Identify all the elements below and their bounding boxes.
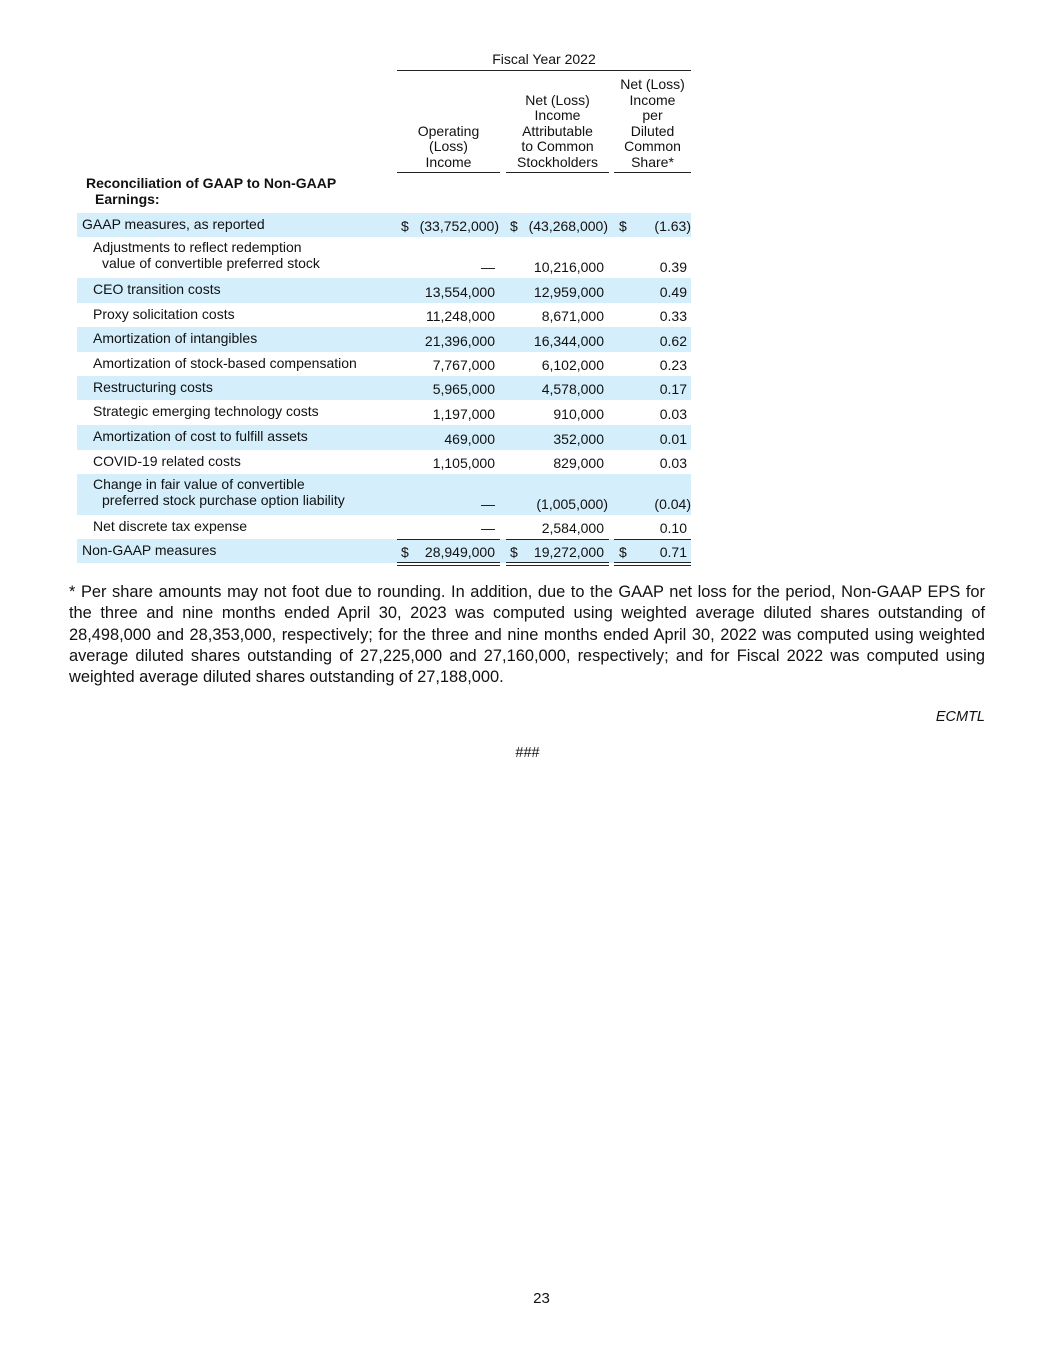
operating-income-header xyxy=(397,74,500,170)
row-label-line: Strategic emerging technology costs xyxy=(93,403,319,419)
column-header-line: Income xyxy=(629,91,676,108)
net-income-value: 352,000 xyxy=(553,431,604,447)
total-double-rule xyxy=(397,565,500,566)
row-label-line: preferred stock purchase option liability xyxy=(102,491,345,508)
net-income-value: 829,000 xyxy=(553,455,604,471)
row-label-line: Amortization of intangibles xyxy=(93,330,258,346)
column-header-rule xyxy=(614,172,691,173)
row-label-line: CEO transition costs xyxy=(93,281,221,297)
currency-sign: $ xyxy=(510,544,518,560)
column-header-line: Stockholders xyxy=(517,153,598,170)
row-label-line: Change in fair value of convertible xyxy=(93,476,305,492)
operating-income-value: 11,248,000 xyxy=(425,308,495,324)
row-label xyxy=(93,454,241,470)
row-label-line: Adjustments to reflect redemption xyxy=(93,239,302,255)
section-title-line: Reconciliation of GAAP to Non-GAAP xyxy=(86,175,337,191)
eps-value: 0.03 xyxy=(659,406,687,422)
eps-value: 0.03 xyxy=(659,455,687,471)
column-header-line: per xyxy=(642,107,663,123)
row-label xyxy=(93,240,320,271)
row-label-line: Proxy solicitation costs xyxy=(93,306,235,322)
net-income-value: (1,005,000) xyxy=(536,496,608,512)
operating-income-value: 13,554,000 xyxy=(424,284,495,300)
net-income-value: 2,584,000 xyxy=(541,520,604,536)
eps-value: 0.17 xyxy=(659,381,687,397)
net-income-value: (43,268,000) xyxy=(528,218,608,234)
operating-income-value: — xyxy=(481,496,495,512)
end-mark: ### xyxy=(515,745,540,761)
period-header-rule xyxy=(397,70,691,71)
operating-income-value: 469,000 xyxy=(444,431,495,447)
net-income-value: 6,102,000 xyxy=(541,357,604,373)
column-header-rule xyxy=(506,172,609,173)
eps-value: 0.23 xyxy=(659,357,687,373)
operating-income-value: 1,105,000 xyxy=(432,455,495,471)
row-label xyxy=(93,307,235,323)
column-header-line: (Loss) xyxy=(429,138,468,154)
row-label xyxy=(93,356,357,372)
net-income-header xyxy=(506,74,609,170)
operating-income-value: — xyxy=(481,520,495,536)
row-label-line: GAAP measures, as reported xyxy=(82,216,265,232)
currency-sign: $ xyxy=(619,218,627,234)
page-number: 23 xyxy=(533,1290,550,1307)
currency-sign: $ xyxy=(619,544,627,560)
eps-value: 0.10 xyxy=(659,520,687,536)
operating-income-value: 1,197,000 xyxy=(432,406,495,422)
row-label xyxy=(93,282,221,298)
eps-value: (1.63) xyxy=(654,218,691,234)
row-label-line: COVID-19 related costs xyxy=(93,453,241,469)
column-header-line: Operating xyxy=(417,122,480,139)
currency-sign: $ xyxy=(401,218,409,234)
net-income-value: 8,671,000 xyxy=(541,308,604,324)
total-double-rule xyxy=(614,565,691,566)
row-label-line: Restructuring costs xyxy=(93,379,213,395)
operating-income-value: 7,767,000 xyxy=(432,357,495,373)
row-label-line: value of convertible preferred stock xyxy=(102,254,320,271)
eps-value: 0.39 xyxy=(659,259,687,275)
operating-income-value: 5,965,000 xyxy=(432,381,495,397)
net-income-value: 910,000 xyxy=(553,406,604,422)
column-header-line: Diluted xyxy=(630,122,675,139)
operating-income-value: — xyxy=(481,259,495,275)
column-header-line: Income xyxy=(534,107,581,123)
eps-value: 0.01 xyxy=(659,431,687,447)
operating-income-value: 28,949,000 xyxy=(424,544,495,560)
fiscal-period-header: Fiscal Year 2022 xyxy=(492,51,596,67)
row-label xyxy=(82,543,216,559)
eps-value: 0.49 xyxy=(659,284,687,300)
subtotal-rule xyxy=(397,539,500,540)
row-label-line: Amortization of stock-based compensation xyxy=(93,355,357,371)
column-header-line: Attributable xyxy=(522,122,593,139)
column-header-line: Common xyxy=(624,138,681,154)
row-label xyxy=(93,519,247,535)
signoff: ECMTL xyxy=(935,709,985,725)
subtotal-rule xyxy=(506,539,609,540)
row-label-line: Non-GAAP measures xyxy=(82,542,217,558)
section-title-line: Earnings: xyxy=(95,190,160,207)
row-label-line: Net discrete tax expense xyxy=(93,518,248,534)
row-label xyxy=(93,331,257,347)
eps-value: (0.04) xyxy=(654,496,691,512)
net-income-value: 12,959,000 xyxy=(533,284,604,300)
net-income-value: 10,216,000 xyxy=(533,259,604,275)
column-header-line: Income xyxy=(425,153,472,170)
row-label xyxy=(93,404,319,420)
column-header-line: to Common xyxy=(521,138,594,154)
operating-income-value: (33,752,000) xyxy=(419,218,499,234)
row-label xyxy=(93,380,213,396)
column-header-line: Share* xyxy=(631,153,674,170)
operating-income-value: 21,396,000 xyxy=(424,333,495,349)
eps-value: 0.62 xyxy=(659,333,687,349)
net-income-value: 19,272,000 xyxy=(533,544,604,560)
row-label xyxy=(82,217,265,233)
row-label xyxy=(93,429,308,445)
column-header-line: Net (Loss) xyxy=(620,76,685,92)
eps-header xyxy=(614,74,691,170)
subtotal-rule xyxy=(614,539,691,540)
net-income-value: 4,578,000 xyxy=(541,381,604,397)
total-double-rule xyxy=(506,565,609,566)
row-label-line: Amortization of cost to fulfill assets xyxy=(93,428,308,444)
column-header-line: Net (Loss) xyxy=(525,91,590,108)
total-double-rule xyxy=(614,562,691,563)
total-double-rule xyxy=(506,562,609,563)
net-income-value: 16,344,000 xyxy=(533,333,604,349)
currency-sign: $ xyxy=(510,218,518,234)
currency-sign: $ xyxy=(401,544,409,560)
eps-value: 0.71 xyxy=(659,544,687,560)
row-label xyxy=(93,477,345,508)
section-title xyxy=(86,176,336,207)
column-header-rule xyxy=(397,172,500,173)
eps-value: 0.33 xyxy=(659,308,687,324)
total-double-rule xyxy=(397,562,500,563)
footnote: * Per share amounts may not foot due to rounding. In addition, due to the GAAP net loss for the period, Non-GAAP EPS for the three and nine months ended April 30, 2023 was computed using weighted average diluted shares outstanding of 28,498,000 and 28,353,000, respectively; for the three and nine months ended April 30, 2022 was computed using weighted average diluted shares outstanding of 27,225,000 and 27,160,000, respectively; and for Fiscal 2022 was computed using weighted average diluted shares outstanding of 27,188,000. xyxy=(69,583,985,687)
